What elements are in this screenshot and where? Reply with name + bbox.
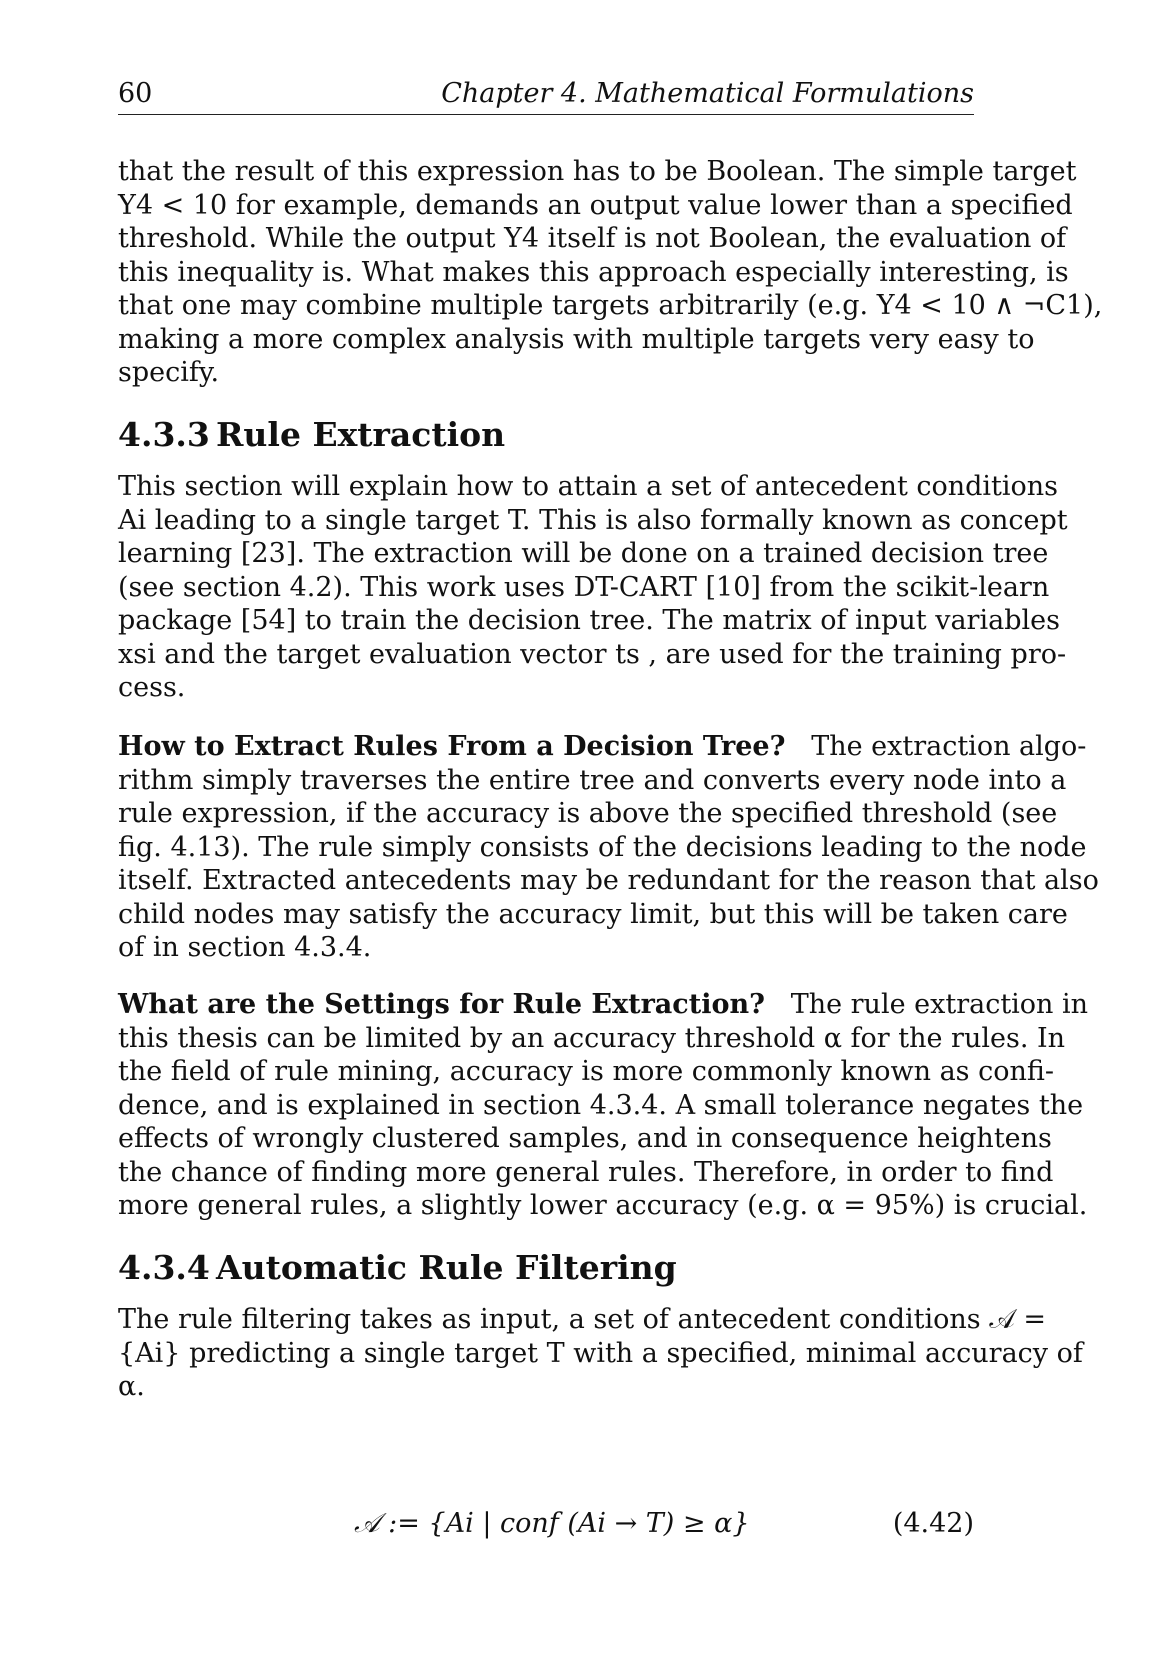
text-line: specify. [118,357,220,388]
text-line: This section will explain how to attain a set of antecedent conditions [118,471,1059,502]
text-line: α. [118,1371,145,1402]
text-line: {Ai} predicting a single target T with a specified, minimal accuracy of [118,1337,1083,1369]
text-line: (see section 4.2). This work uses DT-CART [10] from the scikit-learn [118,571,1050,603]
chapter-title: Chapter 4. Mathematical Formulations [441,78,974,109]
text-line: effects of wrongly clustered samples, and in consequence heightens [118,1123,1052,1154]
text-line: itself. Extracted antecedents may be redundant for the reason that also [118,865,1099,896]
section-heading-4-3-4 [118,1248,677,1287]
subsection-paragraph-extract-rules [118,730,1099,965]
subsection-paragraph-settings [118,988,1089,1223]
text-line: of in section 4.3.4. [118,932,372,963]
display-equation [118,1508,974,1548]
equation-formula: 𝒜 := {Ai | conf (Ai → T) ≥ α} [354,1508,750,1539]
text-line: Ai leading to a single target T. This is also formally known as concept [118,504,1068,536]
text-line: cess. [118,672,186,703]
text-line: that the result of this expression has to be Boolean. The simple target [118,156,1077,187]
section-paragraph [118,470,1068,705]
section-heading-4-3-3 [118,415,505,454]
text-line: the field of rule mining, accuracy is more commonly known as confi- [118,1056,1055,1087]
text-line: package [54] to train the decision tree. The matrix of input variables [118,605,1060,636]
text-line: this inequality is. What makes this approach especially interesting, is [118,256,1069,288]
text-line: more general rules, a slightly lower accuracy (e.g. α = 95%) is crucial. [118,1190,1088,1221]
text-line: child nodes may satisfy the accuracy limit, but this will be taken care [118,898,1068,930]
text-line: learning [23]. The extraction will be done on a trained decision tree [118,538,1049,569]
paragraph-heading: What are the Settings for Rule Extraction? [118,989,765,1020]
text-line: that one may combine multiple targets arbitrarily (e.g. Y4 < 10 ∧ ¬C1), [118,290,1103,321]
section-number: 4.3.3 [118,415,210,454]
intro-paragraph [118,155,1103,390]
equation-number: (4.42) [892,1508,974,1539]
text-line: dence, and is explained in section 4.3.4. A small tolerance negates the [118,1089,1084,1121]
text-line: Y4 < 10 for example, demands an output value lower than a specified [118,189,1073,221]
section-title: Rule Extraction [216,415,506,454]
text-line: xsi and the target evaluation vector ts , are used for the training pro- [118,638,1067,670]
text-line: rithm simply traverses the entire tree and converts every node into a [118,764,1067,796]
text-line: the chance of finding more general rules. Therefore, in order to find [118,1156,1054,1188]
text-line: this thesis can be limited by an accuracy threshold α for the rules. In [118,1022,1066,1054]
text-line: rule expression, if the accuracy is above the specified threshold (see [118,798,1058,829]
text-fragment: The rule extraction in [790,989,1089,1020]
paragraph-heading: How to Extract Rules From a Decision Tree? [118,731,786,762]
section-title: Automatic Rule Filtering [216,1248,677,1287]
text-line: making a more complex analysis with multiple targets very easy to [118,323,1035,355]
text-line: The rule filtering takes as input, a set of antecedent conditions 𝒜 = [118,1304,1046,1335]
text-fragment: The extraction algo- [811,731,1087,762]
text-line: fig. 4.13). The rule simply consists of the decisions leading to the node [118,831,1087,863]
text-line: threshold. While the output Y4 itself is not Boolean, the evaluation of [118,223,1067,254]
section-paragraph [118,1303,1083,1404]
running-header [118,74,974,115]
page-number: 60 [118,78,153,109]
section-number: 4.3.4 [118,1248,210,1287]
